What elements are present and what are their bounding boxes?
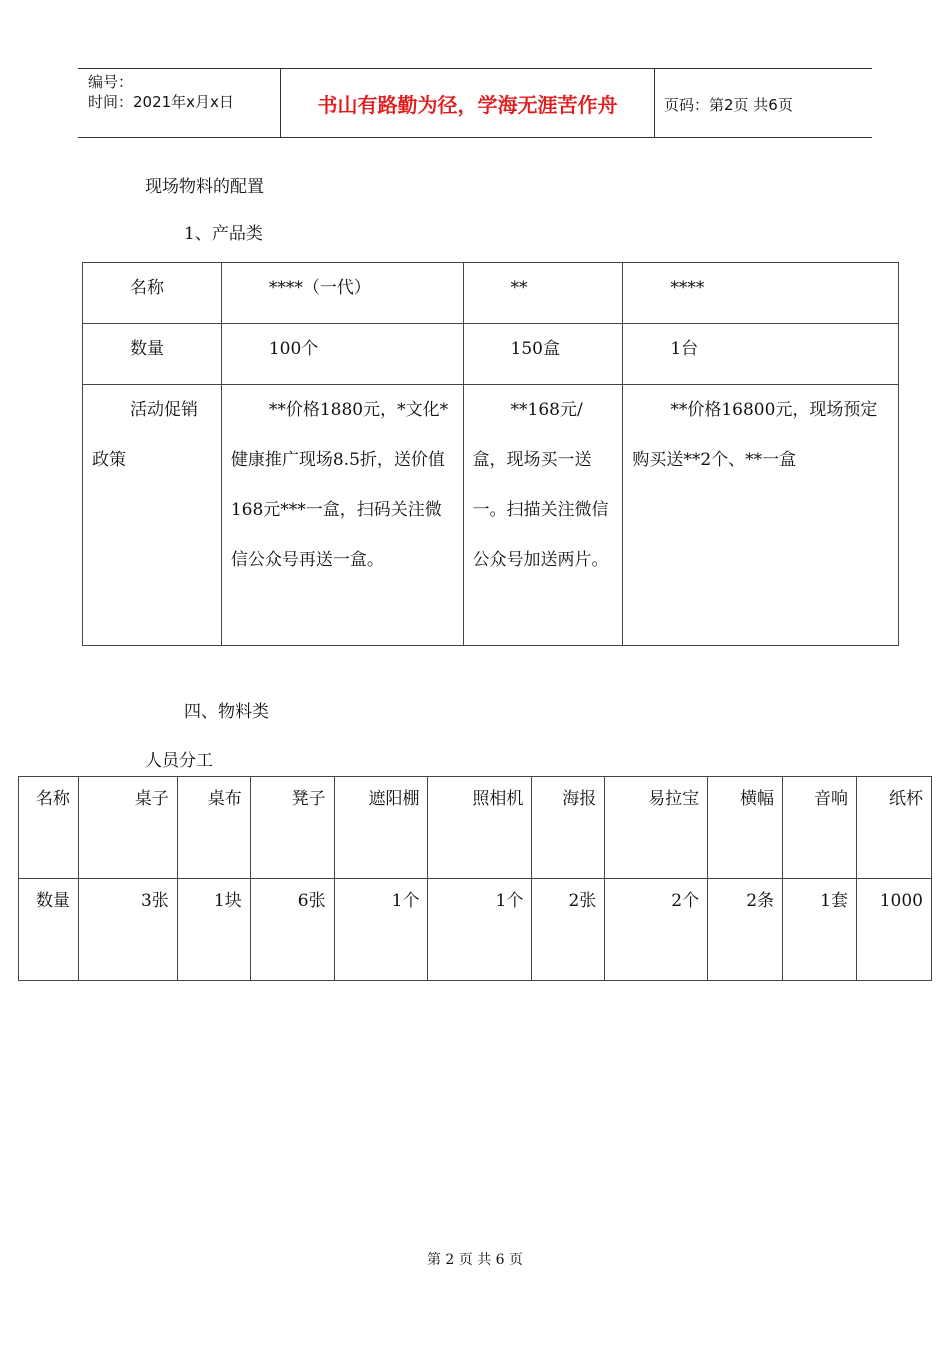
table-cell: 桌子 [78,777,177,879]
table-cell: 数量 [83,324,222,385]
table-cell: 2条 [708,879,783,981]
table-cell: 遮阳棚 [334,777,428,879]
table-cell: 易拉宝 [605,777,708,879]
products-table [82,262,899,646]
table-cell: 数量 [19,879,79,981]
table-cell: 1块 [177,879,250,981]
materials-heading: 四、物料类 [184,702,269,722]
table-cell: **价格16800元，现场预定购买送**2个、**一盒 [623,385,899,646]
header-motto: 书山有路勤为径，学海无涯苦作舟 [281,69,655,137]
table-row [19,777,932,879]
table-cell: **价格1880元，*文化*健康推广现场8.5折，送价值168元***一盒，扫码关注微信公众号再送一盒。 [221,385,463,646]
table-cell: 1台 [623,324,899,385]
table-cell: **** [623,263,899,324]
table-cell: 2个 [605,879,708,981]
header-page-info: 页码：第2页 共6页 [664,96,793,114]
table-cell: 音响 [783,777,857,879]
table-cell: 照相机 [428,777,532,879]
materials-subheading: 人员分工 [145,751,213,771]
page-footer: 第 2 页 共 6 页 [426,1252,524,1268]
table-cell: 横幅 [708,777,783,879]
table-cell: 150盒 [463,324,623,385]
table-cell: 2张 [532,879,605,981]
table-cell: 纸杯 [856,777,931,879]
table-cell: 1个 [428,879,532,981]
table-cell: 名称 [83,263,222,324]
table-cell: 名称 [19,777,79,879]
header-meta [78,69,281,137]
section-title: 现场物料的配置 [145,177,264,197]
table-row [83,385,899,646]
table-cell: ** [463,263,623,324]
table-cell: ****（一代） [221,263,463,324]
materials-table [18,776,932,981]
table-cell: 3张 [78,879,177,981]
header-time: 时间：2021年x月x日 [88,93,234,111]
table-cell: 6张 [250,879,334,981]
header-number: 编号： [88,73,134,91]
table-cell: **168元/盒，现场买一送一。扫描关注微信公众号加送两片。 [463,385,623,646]
table-cell: 1个 [334,879,428,981]
table-cell: 1套 [783,879,857,981]
table-row [19,879,932,981]
table-row [83,263,899,324]
table-cell: 桌布 [177,777,250,879]
products-heading: 1、产品类 [184,224,263,244]
table-cell: 海报 [532,777,605,879]
document-header [78,68,872,138]
table-row [83,324,899,385]
table-cell: 100个 [221,324,463,385]
table-cell: 凳子 [250,777,334,879]
table-cell: 1000 [856,879,931,981]
table-cell: 活动促销政策 [83,385,222,646]
